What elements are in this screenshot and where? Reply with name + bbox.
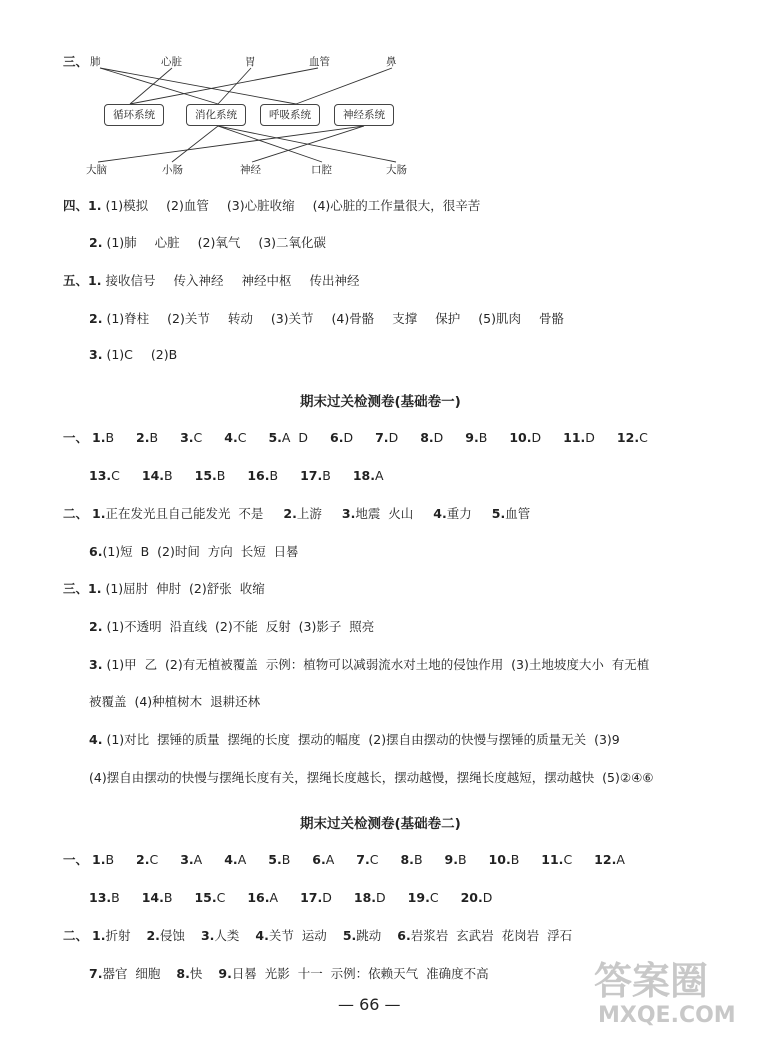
item-number: 2. bbox=[283, 506, 297, 521]
section-2-label: 二、 bbox=[63, 506, 89, 521]
item-number: 12. bbox=[594, 852, 617, 867]
exam1-s3-2 bbox=[89, 619, 374, 635]
section-5-label: 五、 bbox=[63, 273, 89, 288]
exam2-s2-row2 bbox=[89, 966, 489, 982]
answer-text: B bbox=[413, 852, 423, 867]
item-number: 6. bbox=[397, 928, 411, 943]
answer-text: B bbox=[163, 890, 173, 905]
answer-text: (1)脊柱 bbox=[106, 311, 150, 326]
answer-text: 传入神经 bbox=[173, 273, 224, 288]
item-number: 1. bbox=[88, 198, 102, 213]
answer-text: (3)心脏收缩 bbox=[226, 198, 295, 213]
exam1-s3-3a bbox=[89, 657, 649, 673]
answer-text: (4)骨骼 bbox=[331, 311, 375, 326]
section-4-label: 四、 bbox=[63, 198, 89, 213]
answer-text: A bbox=[325, 852, 335, 867]
answer-text: D bbox=[482, 890, 493, 905]
answer-text: C bbox=[639, 430, 648, 445]
exam2-s1-row1 bbox=[63, 852, 625, 868]
item-number: 19. bbox=[407, 890, 430, 905]
item-number: 5. bbox=[342, 928, 357, 943]
item-number: 7. bbox=[375, 430, 389, 445]
answer-text: B bbox=[111, 890, 120, 905]
item-number: 14. bbox=[141, 468, 165, 483]
item-number: 16. bbox=[247, 468, 270, 483]
answer-text: C bbox=[369, 852, 379, 867]
answer-text: (2)关节 bbox=[167, 311, 210, 326]
answer-text: D bbox=[376, 890, 386, 905]
item-number: 3. bbox=[341, 506, 356, 521]
item-number: 1. bbox=[88, 273, 102, 288]
answer-text: C bbox=[563, 852, 573, 867]
answer-text: D bbox=[531, 430, 542, 445]
bottom-word-mouth: 口腔 bbox=[311, 164, 332, 176]
answer-4-2 bbox=[89, 235, 326, 251]
answer-text: (1)对比 摆锤的质量 摆绳的长度 摆动的幅度 (2)摆自由摆动的快慢与摆锤的质量无关 (3)9 bbox=[106, 732, 620, 747]
top-word-nose: 鼻 bbox=[386, 56, 397, 68]
exam1-s2-row2 bbox=[89, 544, 299, 560]
answer-text: 日晷 光影 十一 示例：依赖天气 准确度不高 bbox=[231, 966, 489, 981]
item-number: 15. bbox=[194, 468, 217, 483]
answer-text: A bbox=[616, 852, 625, 867]
answer-text: C bbox=[216, 890, 226, 905]
answer-text: D bbox=[585, 430, 595, 445]
answer-4-1 bbox=[63, 198, 480, 214]
top-word-stomach: 胃 bbox=[245, 56, 256, 68]
item-number: 4. bbox=[255, 928, 269, 943]
answer-text: A bbox=[374, 468, 384, 483]
box-digestive-system: 消化系统 bbox=[186, 104, 246, 126]
answer-text: (5)肌肉 bbox=[478, 311, 521, 326]
answer-text: D bbox=[343, 430, 354, 445]
answer-text: C bbox=[237, 430, 247, 445]
item-number: 1. bbox=[92, 430, 106, 445]
item-number: 13. bbox=[89, 890, 112, 905]
answer-text: (1)C bbox=[106, 347, 133, 362]
answer-text: B bbox=[478, 430, 488, 445]
item-number: 2. bbox=[89, 311, 103, 326]
answer-text: A bbox=[193, 852, 203, 867]
answer-text: D bbox=[433, 430, 444, 445]
item-number: 1. bbox=[92, 928, 106, 943]
answer-text: C bbox=[111, 468, 120, 483]
answer-text: C bbox=[429, 890, 439, 905]
exam1-s1-row2 bbox=[89, 468, 384, 484]
answer-text: A D bbox=[281, 430, 309, 445]
answer-text: 转动 bbox=[227, 311, 253, 326]
answer-text: (1)肺 bbox=[106, 235, 137, 250]
answer-text: A bbox=[237, 852, 247, 867]
answer-text: (1)不透明 沿直线 (2)不能 反射 (3)影子 照亮 bbox=[106, 619, 375, 634]
section-3-label: 三、 bbox=[63, 581, 89, 596]
item-number: 17. bbox=[300, 468, 323, 483]
answer-text: D bbox=[388, 430, 399, 445]
answer-text: (2)血管 bbox=[166, 198, 209, 213]
item-number: 9. bbox=[444, 852, 458, 867]
bottom-word-large-intestine: 大肠 bbox=[386, 164, 407, 176]
exam2-title: 期末过关检测卷(基础卷二) bbox=[300, 816, 461, 832]
exam1-s1-row1 bbox=[63, 430, 648, 446]
answer-text: 正在发光且自己能发光 不是 bbox=[105, 506, 264, 521]
item-number: 4. bbox=[89, 732, 103, 747]
item-number: 9. bbox=[465, 430, 479, 445]
bottom-word-nerve: 神经 bbox=[240, 164, 261, 176]
bottom-word-brain: 大脑 bbox=[86, 164, 107, 176]
item-number: 11. bbox=[563, 430, 586, 445]
box-nervous-system: 神经系统 bbox=[334, 104, 394, 126]
item-number: 18. bbox=[353, 890, 377, 905]
item-number: 15. bbox=[194, 890, 217, 905]
answer-text: (1)屈肘 伸肘 (2)舒张 收缩 bbox=[105, 581, 265, 596]
item-number: 17. bbox=[300, 890, 323, 905]
answer-text: (2)氧气 bbox=[197, 235, 241, 250]
answer-5-3 bbox=[89, 347, 177, 363]
answer-text: B bbox=[105, 852, 115, 867]
item-number: 5. bbox=[268, 430, 282, 445]
item-number: 9. bbox=[218, 966, 232, 981]
item-number: 16. bbox=[247, 890, 270, 905]
item-number: 6. bbox=[312, 852, 326, 867]
answer-text: B bbox=[281, 852, 291, 867]
item-number: 5. bbox=[268, 852, 282, 867]
section-1-label: 一、 bbox=[63, 430, 89, 445]
item-number: 14. bbox=[141, 890, 164, 905]
page-number: — 66 — bbox=[338, 995, 401, 1014]
item-number: 6. bbox=[330, 430, 344, 445]
exam1-s3-4b: (4)摆自由摆动的快慢与摆绳长度有关，摆绳长度越长，摆动越慢，摆绳长度越短，摆动越快 (5)②④⑥ bbox=[89, 770, 654, 785]
answer-text: 传出神经 bbox=[309, 273, 360, 288]
item-number: 13. bbox=[89, 468, 112, 483]
item-number: 1. bbox=[92, 506, 106, 521]
exam1-s3-1 bbox=[63, 581, 265, 597]
item-number: 3. bbox=[89, 347, 103, 362]
exam1-s3-3b: 被覆盖 (4)种植树木 退耕还林 bbox=[89, 694, 261, 709]
item-number: 4. bbox=[224, 852, 238, 867]
answer-text: 岩浆岩 玄武岩 花岗岩 浮石 bbox=[410, 928, 573, 943]
item-number: 10. bbox=[509, 430, 532, 445]
answer-text: B bbox=[105, 430, 115, 445]
item-number: 3. bbox=[180, 852, 194, 867]
answer-text: 地震 火山 bbox=[355, 506, 414, 521]
answer-text: A bbox=[269, 890, 279, 905]
answer-text: (3)关节 bbox=[270, 311, 314, 326]
answer-text: 重力 bbox=[446, 506, 472, 521]
answer-text: B bbox=[269, 468, 279, 483]
item-number: 8. bbox=[400, 852, 414, 867]
top-word-blood-vessel: 血管 bbox=[309, 56, 330, 68]
answer-text: 折射 bbox=[105, 928, 131, 943]
answer-5-2 bbox=[89, 311, 564, 327]
answer-text: C bbox=[149, 852, 159, 867]
item-number: 11. bbox=[541, 852, 564, 867]
answer-text: 侵蚀 bbox=[159, 928, 185, 943]
item-number: 2. bbox=[136, 852, 150, 867]
exam1-s2-row1 bbox=[63, 506, 530, 522]
answer-text: 器官 细胞 bbox=[102, 966, 161, 981]
item-number: 2. bbox=[136, 430, 150, 445]
answer-text: C bbox=[193, 430, 203, 445]
watermark-bottom-text: MXQE.COM bbox=[598, 1003, 736, 1028]
answer-text: 血管 bbox=[505, 506, 531, 521]
answer-text: 保护 bbox=[435, 311, 461, 326]
item-number: 1. bbox=[92, 852, 106, 867]
answer-text: B bbox=[164, 468, 173, 483]
exam1-s3-4a bbox=[89, 732, 620, 748]
box-circulatory-system: 循环系统 bbox=[104, 104, 164, 126]
answer-text: (1)短 B (2)时间 方向 长短 日晷 bbox=[102, 544, 299, 559]
answer-text: (3)二氧化碳 bbox=[258, 235, 327, 250]
item-number: 2. bbox=[146, 928, 160, 943]
answer-text: B bbox=[457, 852, 467, 867]
item-number: 3. bbox=[200, 928, 215, 943]
item-number: 1. bbox=[88, 581, 102, 596]
answer-text: B bbox=[149, 430, 159, 445]
item-number: 2. bbox=[89, 235, 103, 250]
item-number: 8. bbox=[176, 966, 190, 981]
item-number: 3. bbox=[180, 430, 194, 445]
answer-5-1 bbox=[63, 273, 359, 289]
answer-text: B bbox=[216, 468, 226, 483]
item-number: 12. bbox=[616, 430, 640, 445]
item-number: 2. bbox=[89, 619, 103, 634]
item-number: 18. bbox=[352, 468, 375, 483]
item-number: 8. bbox=[420, 430, 434, 445]
item-number: 5. bbox=[491, 506, 506, 521]
top-word-lung: 肺 bbox=[90, 56, 101, 68]
watermark-top-text: 答案圈 bbox=[594, 959, 709, 1003]
answer-text: 神经中枢 bbox=[241, 273, 292, 288]
answer-text: 关节 运动 bbox=[268, 928, 327, 943]
item-number: 6. bbox=[89, 544, 103, 559]
answer-text: D bbox=[322, 890, 332, 905]
box-respiratory-system: 呼吸系统 bbox=[260, 104, 320, 126]
answer-text: (2)B bbox=[150, 347, 178, 362]
matching-lines bbox=[0, 0, 776, 180]
bottom-word-small-intestine: 小肠 bbox=[162, 164, 183, 176]
answer-text: (1)模拟 bbox=[105, 198, 149, 213]
exam2-s1-row2 bbox=[89, 890, 492, 906]
item-number: 10. bbox=[488, 852, 511, 867]
answer-text: 人类 bbox=[214, 928, 240, 943]
answer-text: B bbox=[510, 852, 520, 867]
item-number: 7. bbox=[356, 852, 370, 867]
answer-text: B bbox=[322, 468, 331, 483]
answer-text: 支撑 bbox=[392, 311, 418, 326]
top-word-heart: 心脏 bbox=[161, 56, 182, 68]
answer-text: 跳动 bbox=[356, 928, 382, 943]
item-number: 7. bbox=[89, 966, 103, 981]
answer-text: 骨骼 bbox=[538, 311, 564, 326]
answer-text: 快 bbox=[189, 966, 203, 981]
answer-text: 接收信号 bbox=[105, 273, 156, 288]
answer-text: 心脏 bbox=[154, 235, 180, 250]
answer-text: (1)甲 乙 (2)有无植被覆盖 示例：植物可以减弱流水对土地的侵蚀作用 (3)土地坡度大小 有无植 bbox=[106, 657, 650, 672]
section-3-label: 三、 bbox=[63, 54, 89, 69]
item-number: 4. bbox=[224, 430, 238, 445]
item-number: 20. bbox=[460, 890, 483, 905]
item-number: 4. bbox=[433, 506, 447, 521]
answer-text: (4)心脏的工作量很大，很辛苦 bbox=[312, 198, 481, 213]
item-number: 3. bbox=[89, 657, 103, 672]
section-2-label: 二、 bbox=[63, 928, 89, 943]
exam1-title: 期末过关检测卷(基础卷一) bbox=[300, 394, 461, 410]
answer-text: 上游 bbox=[296, 506, 322, 521]
exam2-s2-row1 bbox=[63, 928, 572, 944]
section-1-label: 一、 bbox=[63, 852, 89, 867]
